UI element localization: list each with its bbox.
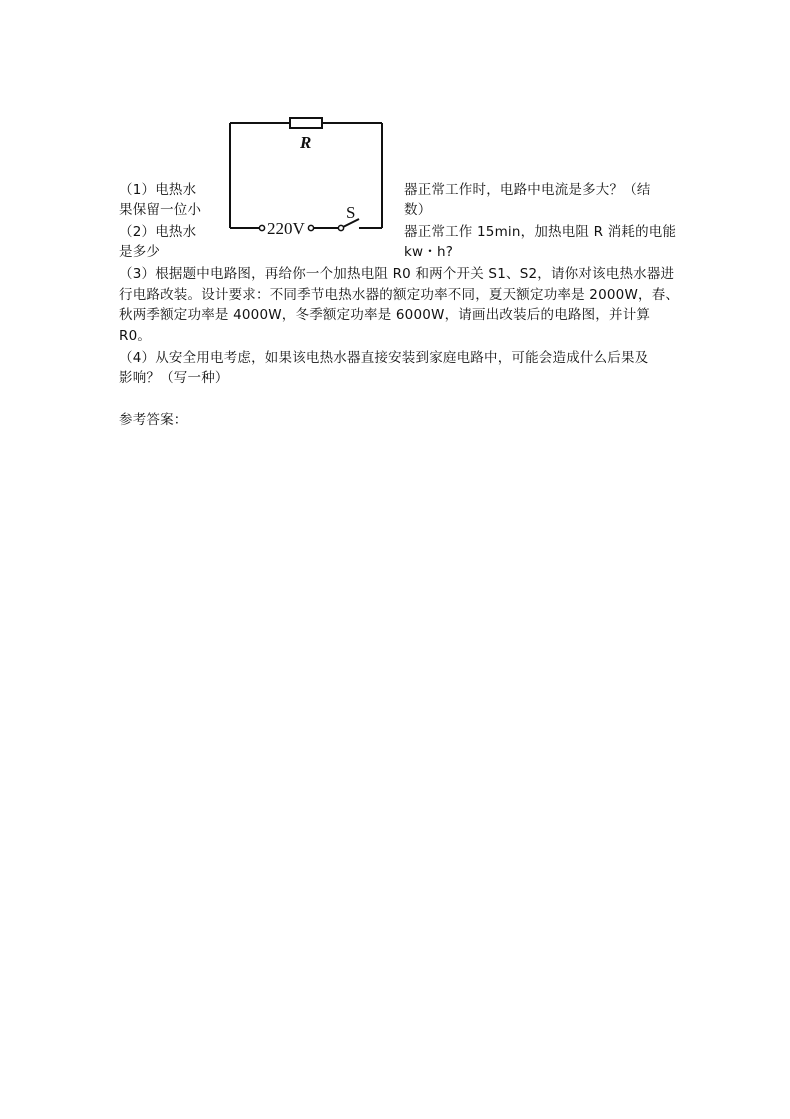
q2-left-line1: （2）电热水 bbox=[119, 224, 197, 240]
answer-heading: 参考答案： bbox=[119, 412, 188, 428]
circuit-diagram bbox=[226, 117, 388, 235]
q1-right-line2: 数） bbox=[404, 202, 432, 218]
q2-right-line1: 器正常工作 15min，加热电阻 R 消耗的电能 bbox=[404, 224, 677, 240]
q1-left-line2: 果保留一位小 bbox=[119, 202, 202, 218]
q2-left-line2: 是多少 bbox=[119, 244, 161, 260]
q3-line4: R0。 bbox=[119, 328, 152, 344]
voltage-label: 220V bbox=[267, 219, 305, 235]
q4-line1: （4）从安全用电考虑，如果该电热水器直接安装到家庭电路中，可能会造成什么后果及 bbox=[119, 350, 649, 366]
terminal-right bbox=[308, 225, 313, 230]
q2-right-line2: kw・h? bbox=[404, 244, 454, 260]
switch-pivot bbox=[338, 225, 343, 230]
q3-line2: 行电路改装。设计要求：不同季节电热水器的额定功率不同，夏天额定功率是 2000W，春、 bbox=[119, 287, 680, 303]
q3-line3: 秋两季额定功率是 4000W，冬季额定功率是 6000W，请画出改装后的电路图，并计算 bbox=[119, 307, 651, 323]
switch-label: S bbox=[346, 203, 356, 222]
resistor bbox=[290, 118, 322, 128]
terminal-left bbox=[259, 225, 264, 230]
q1-left-line1: （1）电热水 bbox=[119, 182, 197, 198]
q3-line1: （3）根据题中电路图，再给你一个加热电阻 R0 和两个开关 S1、S2，请你对该电热水器进 bbox=[119, 266, 675, 282]
q1-right-line1: 器正常工作时，电路中电流是多大？（结 bbox=[404, 182, 651, 198]
q4-line2: 影响？（写一种） bbox=[119, 370, 229, 386]
resistor-label: R bbox=[300, 133, 312, 152]
